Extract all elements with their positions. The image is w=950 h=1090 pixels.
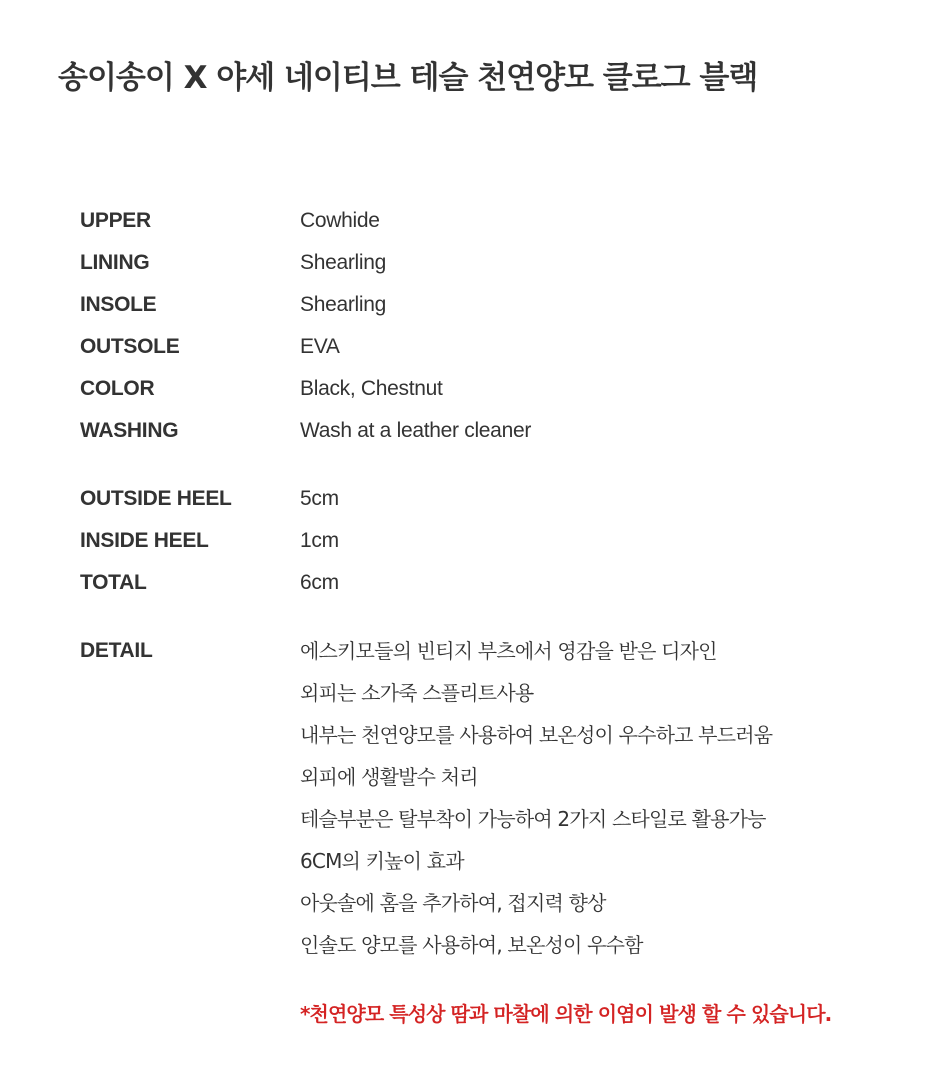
detail-item: 에스키모들의 빈티지 부츠에서 영감을 받은 디자인	[300, 639, 717, 663]
spec-value: EVA	[300, 335, 340, 358]
spec-label: COLOR	[80, 377, 155, 400]
detail-item: 외피는 소가죽 스플리트사용	[300, 681, 534, 705]
spec-label: WASHING	[80, 419, 179, 442]
spec-label: TOTAL	[80, 571, 147, 594]
detail-item: 테슬부분은 탈부착이 가능하여 2가지 스타일로 활용가능	[300, 807, 766, 831]
heel-group	[80, 478, 920, 604]
spec-value: 5cm	[300, 487, 339, 510]
spec-row-total	[80, 562, 920, 604]
spec-label: INSOLE	[80, 293, 157, 316]
spec-label: OUTSOLE	[80, 335, 180, 358]
detail-item: 인솔도 양모를 사용하여, 보온성이 우수함	[300, 933, 643, 957]
spec-row-washing	[80, 410, 920, 452]
spec-value: 1cm	[300, 529, 339, 552]
spec-label: INSIDE HEEL	[80, 529, 209, 552]
product-title: 송이송이 X 야세 네이티브 테슬 천연양모 클로그 블랙	[58, 60, 758, 96]
detail-content	[300, 630, 831, 1027]
detail-item: 6CM의 키높이 효과	[300, 849, 464, 873]
spec-row-outsole	[80, 326, 920, 368]
spec-value: 6cm	[300, 571, 339, 594]
caution-notice: *천연양모 특성상 땀과 마찰에 의한 이염이 발생 할 수 있습니다.	[300, 1002, 832, 1026]
detail-label: DETAIL	[80, 639, 153, 662]
spec-value: Cowhide	[300, 209, 380, 232]
spec-row-inside-heel	[80, 520, 920, 562]
spec-row-outside-heel	[80, 478, 920, 520]
spec-value: Wash at a leather cleaner	[300, 419, 532, 442]
spec-value: Black, Chestnut	[300, 377, 443, 400]
spec-label: OUTSIDE HEEL	[80, 487, 232, 510]
spec-row-insole	[80, 284, 920, 326]
spec-label: LINING	[80, 251, 150, 274]
detail-item: 외피에 생활발수 처리	[300, 765, 478, 789]
detail-section	[80, 630, 920, 1027]
spec-value: Shearling	[300, 293, 387, 316]
detail-item: 내부는 천연양모를 사용하여 보온성이 우수하고 부드러움	[300, 723, 773, 747]
spec-value: Shearling	[300, 251, 387, 274]
spec-row-upper	[80, 200, 920, 242]
spec-row-color	[80, 368, 920, 410]
spec-label: UPPER	[80, 209, 151, 232]
detail-item: 아웃솔에 홈을 추가하여, 접지력 향상	[300, 891, 606, 915]
detail-list	[300, 630, 831, 966]
spec-row-lining	[80, 242, 920, 284]
spec-table	[80, 200, 920, 1027]
materials-group	[80, 200, 920, 452]
